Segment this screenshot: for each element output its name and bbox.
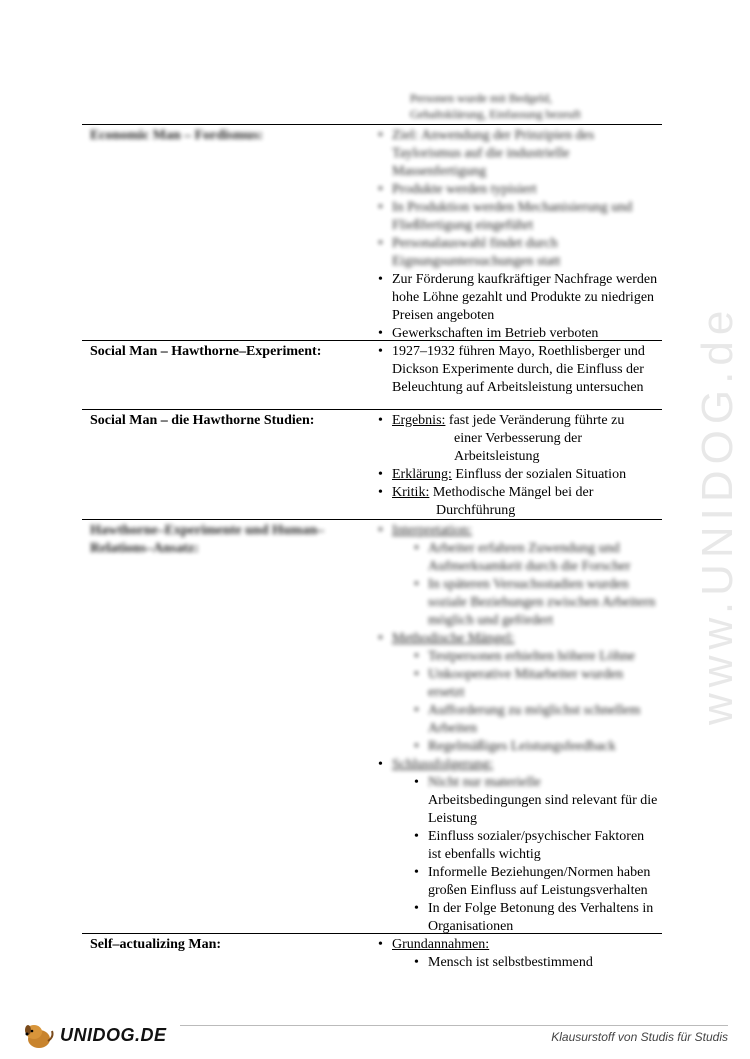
- list-item: [374, 466, 659, 484]
- previous-page-fragment: [410, 90, 670, 122]
- item-text: Arbeitsbedingungen sind relevant für die Leistung: [428, 793, 658, 826]
- watermark-text: www.UNIDOG.de: [693, 304, 742, 725]
- list-item: • Unkooperative Mitarbeiter wurden ersetzt: [410, 666, 659, 702]
- table-row: [82, 124, 662, 341]
- list-item: • Arbeiter erfahren Zuwendung und Aufmerksamkeit durch die Forscher: [410, 540, 659, 576]
- item-label: Kritik:: [392, 485, 430, 500]
- list-item: [374, 484, 659, 520]
- footer-divider: [180, 1025, 728, 1026]
- item-text: Methodische Mängel bei der: [432, 485, 594, 500]
- row-heading: Economic Man – Fordismus:: [90, 128, 264, 143]
- row-heading: Hawthorne–Experimente und Human–Relations–Ansatz:: [90, 523, 325, 556]
- list-item: [374, 630, 659, 756]
- list-item: • In der Folge Betonung des Verhaltens in Organisationen: [410, 900, 659, 936]
- list-item: • Ziel: Anwendung der Prinzipien des Taylorismus auf die industrielle Massenfertigung: [374, 127, 659, 181]
- footer-slogan: Klausurstoff von Studis für Studis: [551, 1030, 728, 1044]
- list-item: [374, 936, 659, 972]
- list-item: • Einfluss sozialer/psychischer Faktoren ist ebenfalls wichtig: [410, 828, 659, 864]
- item-label: Schlussfolgerung:: [392, 757, 494, 772]
- row-heading: Social Man – Hawthorne–Experiment:: [90, 344, 322, 359]
- fragment-line: Gehaltsklärung, Einfassung bezeuft: [410, 107, 581, 121]
- item-text: einer Verbesserung der: [454, 431, 583, 446]
- item-text: Arbeitsleistung: [454, 449, 540, 464]
- row-content: [374, 936, 659, 972]
- item-label: Interpretation:: [392, 523, 473, 538]
- item-text: fast jede Veränderung führte zu: [448, 413, 625, 428]
- list-item: • Produkte werden typisiert: [374, 181, 659, 199]
- list-item: [374, 756, 659, 936]
- list-item: • Regelmäßiges Leistungsfeedback: [410, 738, 659, 756]
- list-item: • Personalauswahl findet durch Eignungsuntersuchungen statt: [374, 235, 659, 271]
- item-label: Methodische Mängel:: [392, 631, 515, 646]
- item-text: Einfluss der sozialen Situation: [455, 467, 627, 482]
- footer-logo: [22, 1018, 167, 1052]
- list-item: [374, 522, 659, 630]
- item-label: Ergebnis:: [392, 413, 446, 428]
- list-item: • In späteren Versuchsstadien wurden soziale Beziehungen zwischen Arbeitern möglich und gefördert: [410, 576, 659, 630]
- list-item: • Informelle Beziehungen/Normen haben großen Einfluss auf Leistungsverhalten: [410, 864, 659, 900]
- list-item: • 1927–1932 führen Mayo, Roethlisberger und Dickson Experimente durch, die Einfluss der Beleuchtung auf Arbeitsleistung untersuchen: [374, 343, 659, 397]
- item-text: Durchführung: [436, 503, 516, 518]
- list-item: • Gewerkschaften im Betrieb verboten: [374, 325, 659, 343]
- logo-text: UNIDOG.DE: [60, 1024, 167, 1045]
- list-item: [410, 774, 659, 828]
- table-row: [82, 933, 662, 980]
- row-content: [374, 343, 659, 397]
- list-item: • Zur Förderung kaufkräftiger Nachfrage werden hohe Löhne gezahlt und Produkte zu niedrigen Preisen angeboten: [374, 271, 659, 325]
- table-row: [82, 519, 662, 934]
- item-text: Nicht nur materielle: [428, 775, 541, 790]
- list-item: • Testpersonen erhielten höhere Löhne: [410, 648, 659, 666]
- row-heading: Social Man – die Hawthorne Studien:: [90, 413, 315, 428]
- list-item: • Aufforderung zu möglichst schnellem Arbeiten: [410, 702, 659, 738]
- item-label: Erklärung:: [392, 467, 452, 482]
- row-content: [374, 412, 659, 520]
- row-content: [374, 127, 659, 343]
- list-item: • In Produktion werden Mechanisierung und Fließfertigung eingeführt: [374, 199, 659, 235]
- watermark: [688, 280, 748, 730]
- list-item: [374, 412, 659, 466]
- row-content: [374, 522, 659, 936]
- dog-mascot-icon: [22, 1019, 56, 1051]
- list-item: • Mensch ist selbstbestimmend: [410, 954, 659, 972]
- table-row: [82, 409, 662, 520]
- item-label: Grundannahmen:: [392, 937, 490, 952]
- table-row: [82, 340, 662, 409]
- row-heading: Self–actualizing Man:: [90, 937, 222, 952]
- fragment-line: Personen wurde mit Bedgeld,: [410, 91, 552, 105]
